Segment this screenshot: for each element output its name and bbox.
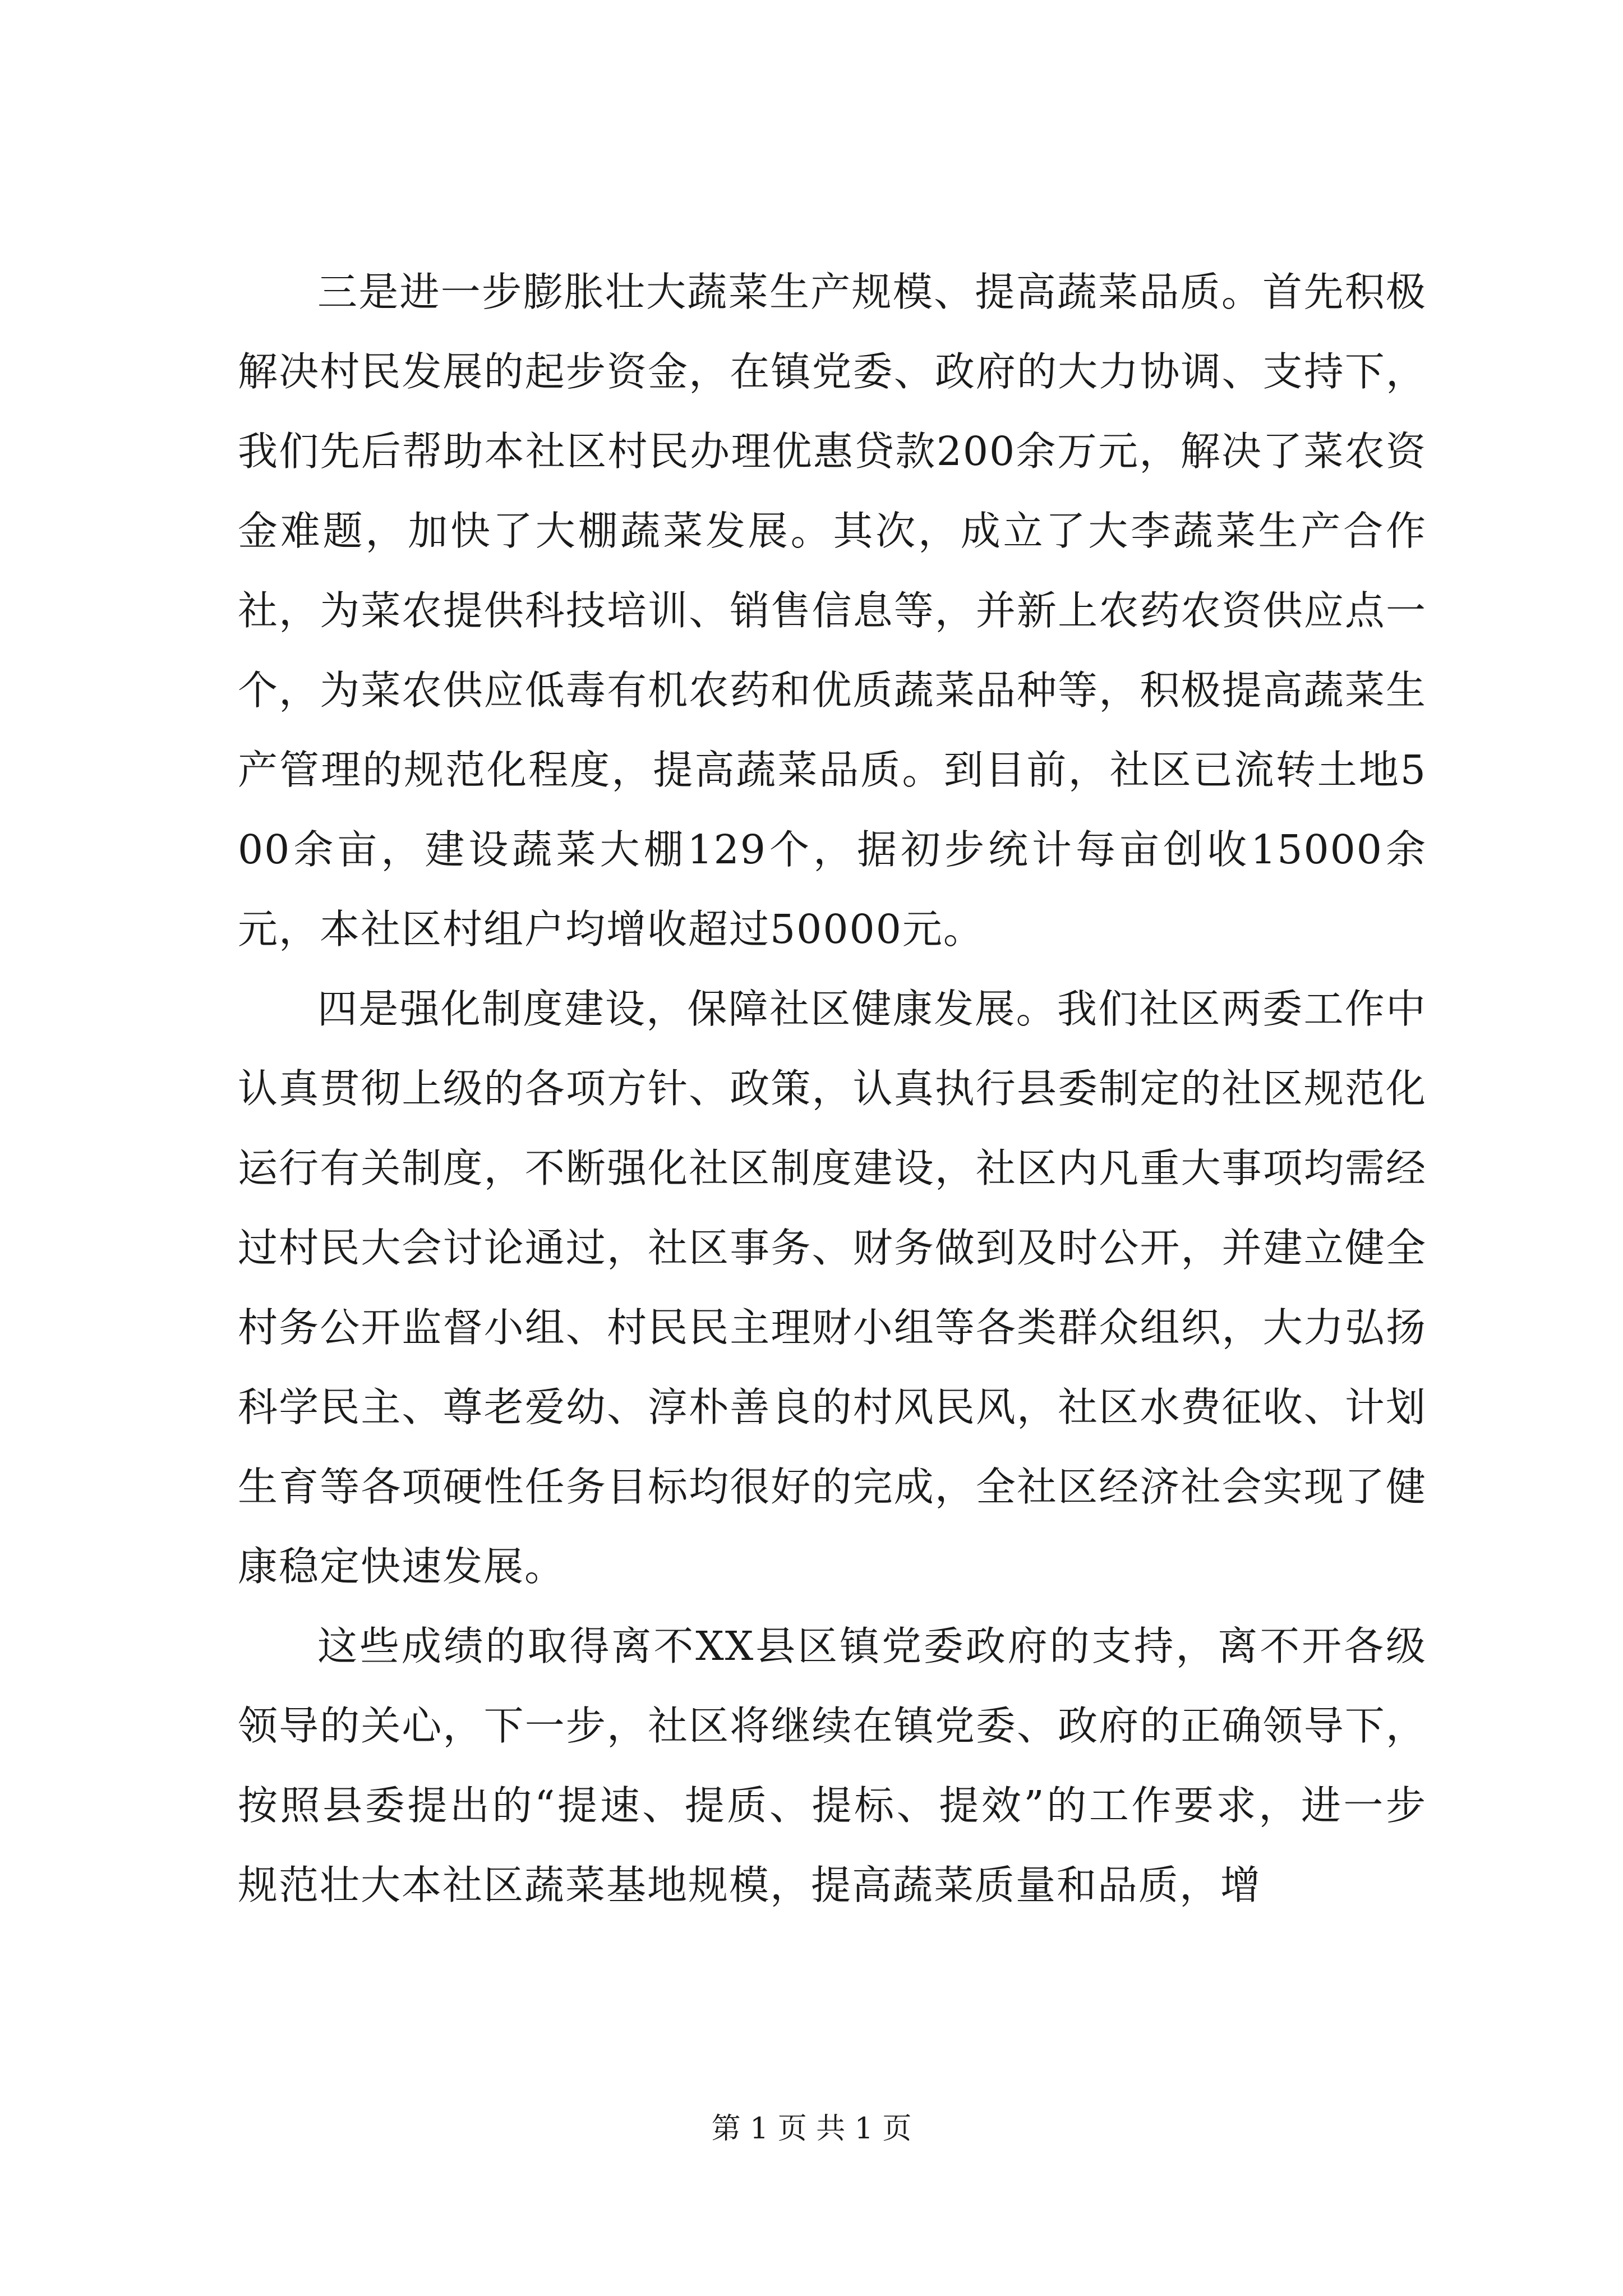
paragraph-system-building: 四是强化制度建设，保障社区健康发展。我们社区两委工作中认真贯彻上级的各项方针、政策，认真执行县委制定的社区规范化运行有关制度，不断强化社区制度建设，社区内凡重大事项均需经过村民大会讨论通过，社区事务、财务做到及时公开，并建立健全村务公开监督小组、村民民主理财小组等各类群众组织，大力弘扬科学民主、尊老爱幼、淳朴善良的村风民风，社区水费征收、计划生育等各项硬性任务目标均很好的完成，全社区经济社会实现了健康稳定快速发展。 <box>238 986 1427 1590</box>
document-body <box>238 252 1427 1925</box>
paragraph-vegetable-production: 三是进一步膨胀壮大蔬菜生产规模、提高蔬菜品质。首先积极解决村民发展的起步资金，在镇党委、政府的大力协调、支持下，我们先后帮助本社区村民办理优惠贷款200余万元，解决了菜农资金难题，加快了大棚蔬菜发展。其次，成立了大李蔬菜生产合作社，为菜农提供科技培训、销售信息等，并新上农药农资供应点一个，为菜农供应低毒有机农药和优质蔬菜品种等，积极提高蔬菜生产管理的规范化程度，提高蔬菜品质。到目前，社区已流转土地500余亩，建设蔬菜大棚129个，据初步统计每亩创收15000余元，本社区村组户均增收超过50000元。 <box>238 269 1427 953</box>
paragraph-next-steps: 这些成绩的取得离不XX县区镇党委政府的支持，离不开各级领导的关心，下一步，社区将继续在镇党委、政府的正确领导下，按照县委提出的“提速、提质、提标、提效”的工作要求，进一步规范壮大本社区蔬菜基地规模，提高蔬菜质量和品质，增 <box>238 1623 1427 1908</box>
page-number-footer: 第 1 页 共 1 页 <box>711 2112 912 2146</box>
